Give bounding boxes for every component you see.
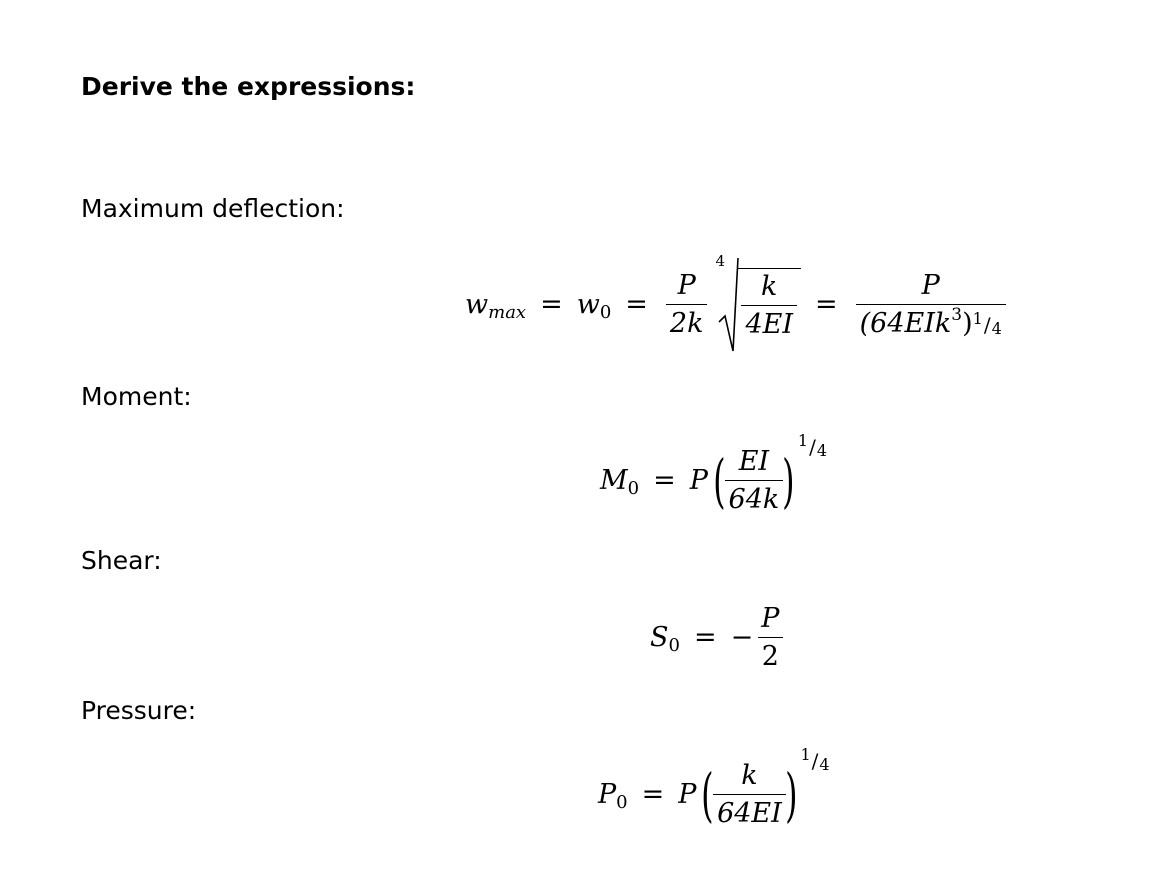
fraction-denominator: 64EI: [713, 794, 786, 829]
exponent-one-quarter: [800, 744, 830, 774]
coefficient-p: P: [689, 465, 708, 496]
exponent-denominator: 4: [991, 318, 1002, 338]
w-subscript: max: [488, 301, 527, 323]
equation-moment: [600, 430, 828, 515]
exponent-slash: /: [809, 434, 816, 459]
fraction-denominator: 4EI: [741, 305, 797, 340]
close-paren: ): [962, 307, 973, 339]
exponent-slash: /: [983, 312, 991, 337]
p-subscript: 0: [616, 792, 628, 813]
fraction-p-over-2k: [666, 270, 708, 339]
exponent-denominator: 4: [819, 754, 830, 774]
equals-sign: =: [625, 288, 648, 320]
equals-sign: =: [641, 779, 665, 810]
fraction-denominator: 64k: [725, 480, 784, 515]
fraction-p-over-64eik3: [856, 270, 1006, 339]
denominator-exponent: 3: [951, 304, 963, 325]
exponent-one-quarter: [797, 430, 828, 460]
equals-sign: =: [653, 465, 676, 496]
minus-sign: −: [730, 622, 754, 653]
fraction-denominator: 2k: [666, 304, 708, 339]
equation-max-deflection: [465, 252, 1010, 352]
w0-subscript: 0: [599, 301, 612, 323]
s-symbol: S: [650, 622, 669, 653]
left-paren: (: [713, 446, 726, 515]
equals-sign: =: [540, 288, 563, 320]
exponent-slash: /: [811, 748, 819, 773]
exponent-numerator: 1: [800, 744, 811, 764]
root-index: 4: [715, 252, 725, 270]
left-paren: (: [701, 760, 714, 829]
fourth-root: [715, 252, 801, 352]
exponent-numerator: 1: [797, 430, 809, 450]
m-subscript: 0: [627, 478, 640, 499]
label-pressure: Pressure:: [81, 696, 197, 725]
denominator-base: (64EIk: [859, 307, 952, 339]
fraction-numerator: EI: [738, 446, 770, 477]
fraction-p-over-2: [757, 603, 783, 672]
exponent-numerator: 1: [972, 308, 983, 328]
s-subscript: 0: [668, 635, 680, 656]
fraction-ei-over-64k: [725, 446, 784, 515]
equals-sign: =: [693, 622, 717, 653]
page-heading: Derive the expressions:: [81, 72, 416, 101]
equation-shear: [650, 603, 787, 672]
fraction-denominator: 2: [758, 637, 783, 672]
coefficient-p: P: [678, 779, 697, 810]
fraction-numerator: P: [677, 269, 696, 301]
w0-symbol: w: [576, 288, 600, 320]
label-moment: Moment:: [81, 382, 192, 411]
label-maximum-deflection: Maximum deflection:: [81, 194, 345, 223]
fraction-numerator: k: [741, 760, 758, 791]
radical-sign-icon: [717, 256, 739, 352]
exponent-denominator: 4: [816, 440, 828, 460]
fraction-k-over-4ei: [741, 271, 797, 340]
fraction-numerator: P: [761, 603, 780, 634]
fraction-denominator: [856, 304, 1006, 339]
right-paren: ): [782, 446, 795, 515]
p-symbol: P: [598, 779, 617, 810]
exponent-one-quarter: [972, 308, 1002, 338]
label-shear: Shear:: [81, 546, 162, 575]
right-paren: ): [784, 760, 798, 829]
equation-pressure: [598, 744, 830, 829]
radicand: [737, 268, 801, 340]
fraction-numerator: P: [921, 269, 940, 301]
fraction-numerator: k: [761, 271, 778, 302]
fraction-k-over-64ei: [713, 760, 786, 829]
m-symbol: M: [600, 465, 628, 496]
equals-sign: =: [815, 288, 838, 320]
w-symbol: w: [465, 288, 489, 320]
